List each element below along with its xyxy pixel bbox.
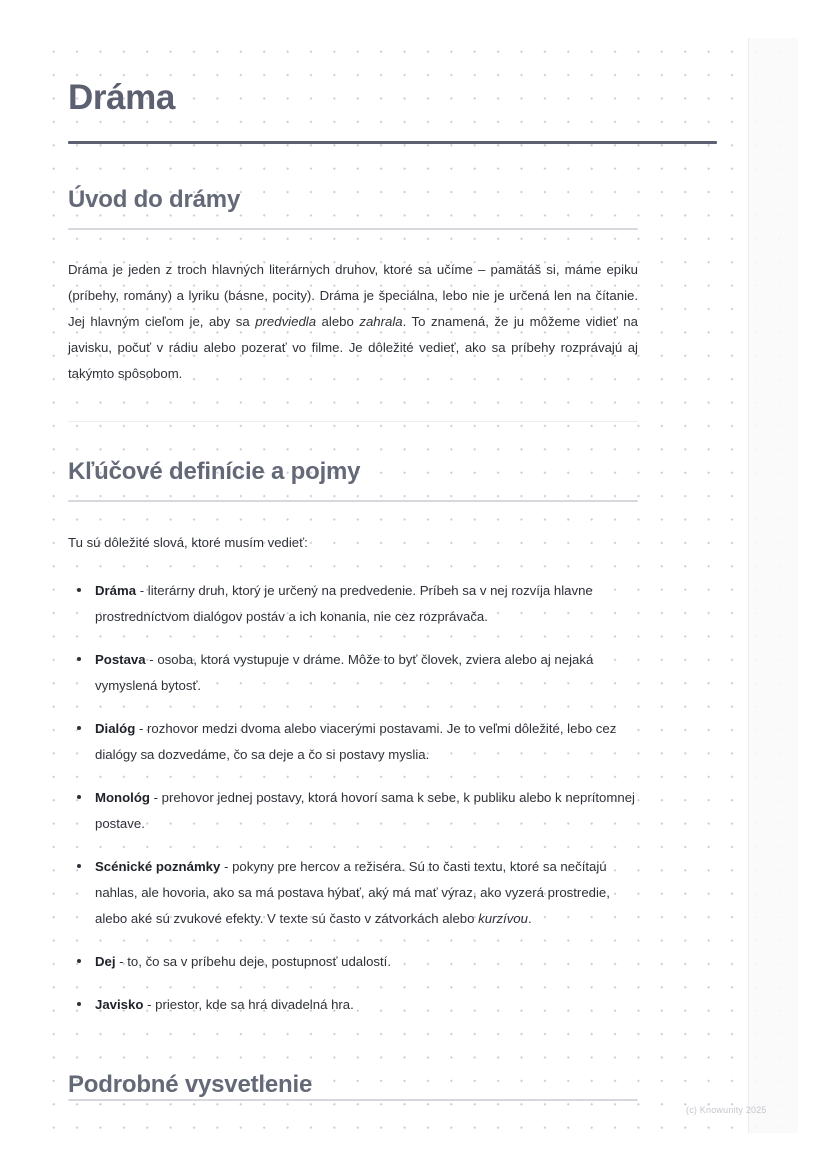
- bullet-icon: [77, 657, 81, 661]
- list-item: [68, 647, 638, 699]
- section-heading-divider: [68, 500, 638, 502]
- bullet-icon: [77, 959, 81, 963]
- list-item-text: Dej - to, čo sa v príbehu deje, postupnosť udalostí.: [95, 953, 391, 969]
- page-scrollbar-track[interactable]: [748, 38, 798, 1133]
- section-uvod-do-dramy: [68, 186, 638, 387]
- definition-term: Dej: [95, 953, 116, 969]
- definition-term: Dialóg: [95, 720, 136, 736]
- section-heading: Kľúčové definície a pojmy: [68, 458, 361, 486]
- list-item: [68, 949, 638, 975]
- list-item: [68, 578, 638, 630]
- bullet-icon: [77, 588, 81, 592]
- document-content: [68, 38, 638, 1100]
- section-podrobne-vysvetlenie: [68, 1071, 638, 1100]
- bullet-icon: [77, 1002, 81, 1006]
- title-divider: [68, 141, 717, 144]
- section-separator: [68, 421, 638, 422]
- copyright-watermark: (c) Knowunity 2025: [686, 1105, 767, 1115]
- definition-term: Postava: [95, 651, 146, 667]
- section-heading-divider: [68, 228, 638, 230]
- definition-term: Scénické poznámky: [95, 858, 221, 874]
- bullet-icon: [77, 795, 81, 799]
- list-item-text: Scénické poznámky - pokyny pre hercov a režiséra. Sú to časti textu, ktoré sa nečítajú nahlas, ale hovoria, ako sa má postava hýbať, aký má mať výraz, ako vyzerá prostredie, alebo aké sú zvukové efekty. V texte sú často v zátvorkách alebo kurzívou.: [95, 858, 610, 926]
- list-item-text: Dráma - literárny druh, ktorý je určený na predvedenie. Príbeh sa v nej rozvíja hlavne prostredníctvom dialógov postáv a ich konania, nie cez rozprávača.: [95, 582, 593, 624]
- list-item: [68, 992, 638, 1018]
- bullet-icon: [77, 726, 81, 730]
- bullet-icon: [77, 864, 81, 868]
- definition-term: Javisko: [95, 996, 144, 1012]
- definition-term: Dráma: [95, 582, 137, 598]
- section-heading: Podrobné vysvetlenie: [68, 1070, 313, 1098]
- list-item-text: Monológ - prehovor jednej postavy, ktorá hovorí sama k sebe, k publiku alebo k neprítomnej postave.: [95, 789, 635, 831]
- page-title: Dráma: [68, 78, 175, 117]
- section-heading: Úvod do drámy: [68, 186, 241, 214]
- definitions-list: [68, 578, 638, 1018]
- list-item-text: Postava - osoba, ktorá vystupuje v dráme. Môže to byť človek, zviera alebo aj nejaká vymyslená bytosť.: [95, 651, 594, 693]
- list-item: [68, 716, 638, 768]
- definition-term: Monológ: [95, 789, 150, 805]
- list-item: [68, 854, 638, 932]
- list-item-text: Javisko - priestor, kde sa hrá divadelná hra.: [95, 996, 354, 1012]
- list-item: [68, 785, 638, 837]
- footer-divider: [68, 1099, 638, 1101]
- intro-paragraph: Dráma je jeden z troch hlavných literárnych druhov, ktoré sa učíme – pamätáš si, máme epiku (príbehy, romány) a lyriku (básne, pocity). Dráma je špeciálna, lebo nie je určená len na čítanie. Jej hlavným cieľom je, aby sa predviedla alebo zahrala. To znamená, že ju môžeme vidieť na javisku, počuť v rádiu alebo pozerať vo filme. Je dôležité vedieť, ako sa príbehy rozprávajú aj takýmto spôsobom.: [68, 262, 638, 382]
- definitions-lead-text: Tu sú dôležité slová, ktoré musím vedieť:: [68, 534, 308, 550]
- section-klucove-definicie-a-pojmy: [68, 458, 638, 1018]
- list-item-text: Dialóg - rozhovor medzi dvoma alebo viacerými postavami. Je to veľmi dôležité, lebo cez dialógy sa dozvedáme, čo sa deje a čo si postavy myslia.: [95, 720, 617, 762]
